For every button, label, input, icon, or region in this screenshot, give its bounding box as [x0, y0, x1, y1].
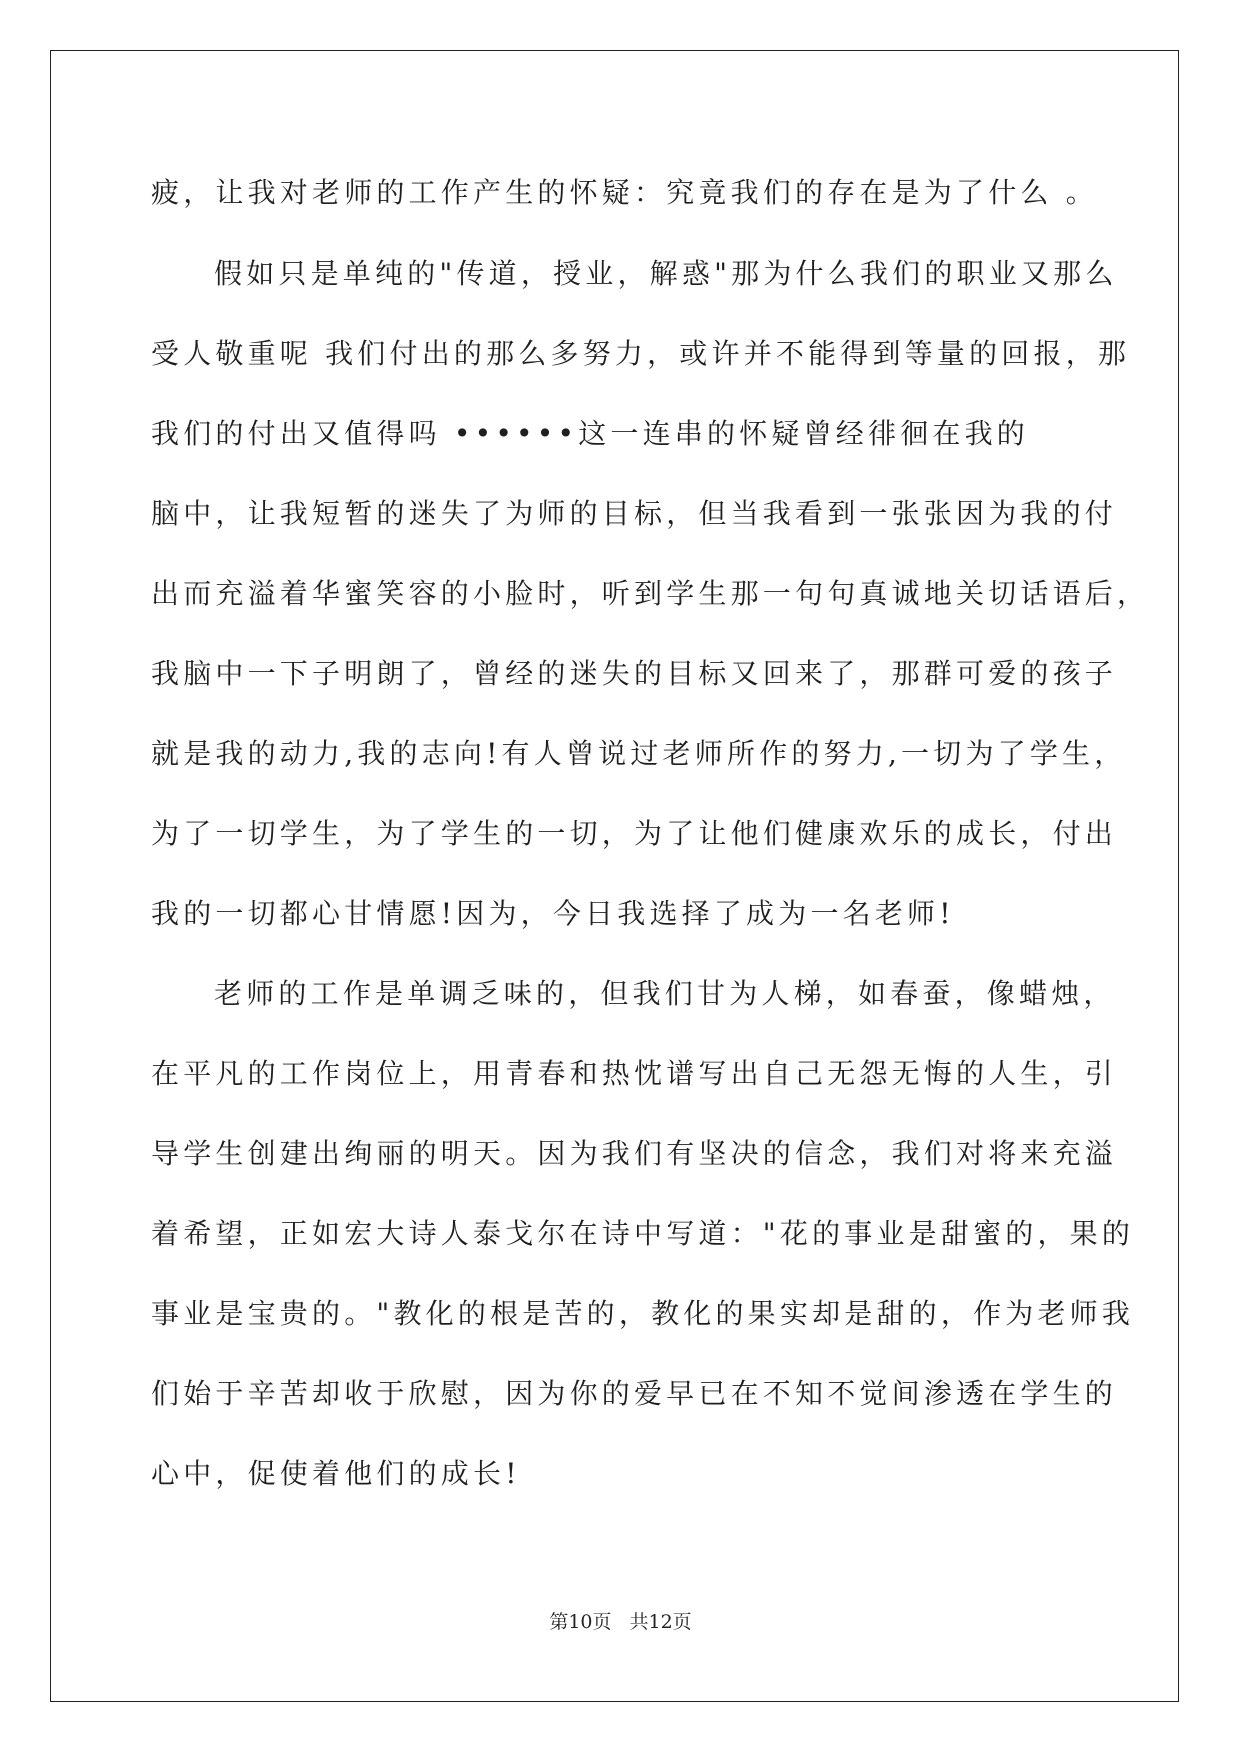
page-number: 第10页	[549, 1611, 612, 1633]
page-footer	[0, 1610, 1241, 1634]
page-total: 共12页	[629, 1611, 692, 1633]
text-line: 疲，让我对老师的工作产生的怀疑：究竟我们的存在是为了什么 。	[151, 176, 1098, 209]
text-line: 导学生创建出绚丽的明天。因为我们有坚决的信念，我们对将来充溢	[151, 1137, 1118, 1170]
text-line: 们始于辛苦却收于欣慰，因为你的爱早已在不知不觉间渗透在学生的	[151, 1377, 1118, 1410]
page-border	[50, 50, 1179, 1702]
text-line: 就是我的动力,我的志向!有人曾说过老师所作的努力,一切为了学生，	[151, 737, 1127, 770]
text-line: 脑中，让我短暂的迷失了为师的目标，但当我看到一张张因为我的付	[151, 497, 1118, 530]
text-line: 心中，促使着他们的成长!	[151, 1457, 521, 1490]
text-line: 着希望，正如宏大诗人泰戈尔在诗中写道："花的事业是甜蜜的，果的	[151, 1217, 1135, 1250]
paragraph-start-line: 假如只是单纯的"传道，授业，解惑"那为什么我们的职业又那么	[214, 257, 1118, 290]
text-line: 在平凡的工作岗位上，用青春和热忱谱写出自己无怨无悔的人生，引	[151, 1057, 1118, 1090]
text-line: 我们的付出又值得吗 ••••••这一连串的怀疑曾经徘徊在我的	[151, 417, 1029, 450]
text-line: 受人敬重呢 我们付出的那么多努力，或许并不能得到等量的回报，那	[151, 337, 1131, 370]
text-line: 为了一切学生，为了学生的一切，为了让他们健康欢乐的成长，付出	[151, 817, 1118, 850]
paragraph-start-line: 老师的工作是单调乏味的，但我们甘为人梯，如春蚕，像蜡烛，	[214, 977, 1116, 1010]
text-line: 出而充溢着华蜜笑容的小脸时，听到学生那一句句真诚地关切话语后，	[151, 577, 1150, 610]
text-line: 事业是宝贵的。"教化的根是苦的，教化的果实却是甜的，作为老师我	[151, 1297, 1135, 1330]
text-line: 我脑中一下子明朗了，曾经的迷失的目标又回来了，那群可爱的孩子	[151, 657, 1118, 690]
text-line: 我的一切都心甘情愿!因为，今日我选择了成为一名老师!	[151, 897, 955, 930]
